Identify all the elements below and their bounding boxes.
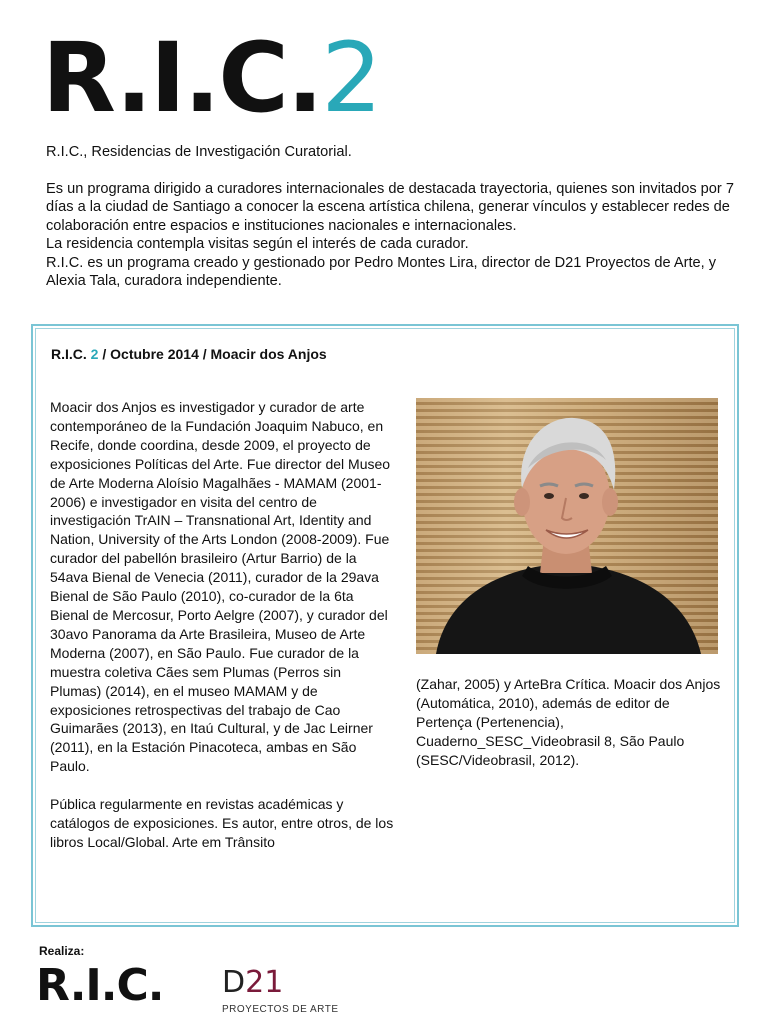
logo-number: 2 bbox=[321, 22, 381, 134]
intro-title-line: R.I.C., Residencias de Investigación Curatorial. bbox=[46, 144, 352, 160]
logo-text: R.I.C. bbox=[42, 22, 322, 134]
realiza-label: Realiza: bbox=[39, 944, 85, 958]
intro-section bbox=[46, 143, 746, 291]
intro-creators-line: R.I.C. es un programa creado y gestionado por Pedro Montes Lira, director de D21 Proyectos de Arte, y Alexia Tala, curadora independiente. bbox=[46, 254, 717, 289]
d21-logo-prefix: D bbox=[222, 965, 246, 1000]
residency-title-number: 2 bbox=[90, 346, 99, 362]
d21-logo-number: 21 bbox=[245, 965, 284, 1000]
bio-paragraph-2: Pública regularmente en revistas académicas y catálogos de exposiciones. Es autor, entre otros, de los libros Local/Global. Arte em Trânsito bbox=[50, 796, 394, 850]
residency-title-prefix: R.I.C. bbox=[51, 346, 87, 362]
intro-paragraph: Es un programa dirigido a curadores internacionales de destacada trayectoria, quienes son invitados por 7 días a la ciudad de Santiago a conocer la escena artística chilena, generar vínculos y establecer redes de colaboración entre espacios e instituciones nacionales e internacionales. bbox=[46, 180, 734, 234]
intro-residency-line: La residencia contempla visitas según el interés de cada curador. bbox=[46, 236, 469, 252]
residency-title bbox=[51, 346, 327, 362]
residency-title-rest: / Octubre 2014 / Moacir dos Anjos bbox=[102, 346, 327, 362]
d21-subtitle: PROYECTOS DE ARTE bbox=[222, 1004, 339, 1015]
bio-right-column: (Zahar, 2005) y ArteBra Crítica. Moacir dos Anjos (Automática, 2010), además de editor de Pertença (Pertenencia), Cuaderno_SESC_Videobrasil 8, São Paulo (SESC/Videobrasil, 2012). bbox=[416, 676, 721, 768]
d21-logo bbox=[222, 965, 284, 1000]
ric-footer-logo: R.I.C. bbox=[36, 960, 164, 1011]
bio-paragraph-1: Moacir dos Anjos es investigador y curador de arte contemporáneo de la Fundación Joaquim Nabuco, en Recife, donde coordina, desde 2009, el proyecto de exposiciones Políticas del Arte. Fue director del Museo de Arte Moderna Aloísio Magalhães - MAMAM (2001-2006) e investigador en visita del centro de investigación TrAIN – Transnational Art, Identity and Nation, University of the Arts London (2008-2009). Fue curador del pabellón brasileiro (Artur Barrio) de la 54ava Bienal de Venecia (2011), curador de la 29ava Bienal de São Paulo (2010), co-curador de la 6ta Bienal de Mercosur, Porto Aelgre (2007), y curador del 30avo Panorama da Arte Brasileira, Museo de Arte Moderna (2007), en São Paulo. Fue curador de la muestra coletiva Cães sem Plumas (Perros sin Plumas) (2014), en el museo MAMAM y de exposiciones retrospectivas del trabajo de Cao Guimarães (2013), en Itaú Cultural, y de Jac Leirner (2011), en la Estación Pinacoteca, ambas en São Paulo. bbox=[50, 399, 391, 775]
bio-left-column bbox=[50, 398, 396, 852]
portrait-illustration bbox=[416, 398, 718, 654]
curator-portrait-photo bbox=[416, 398, 718, 654]
ric2-logo bbox=[42, 22, 381, 134]
